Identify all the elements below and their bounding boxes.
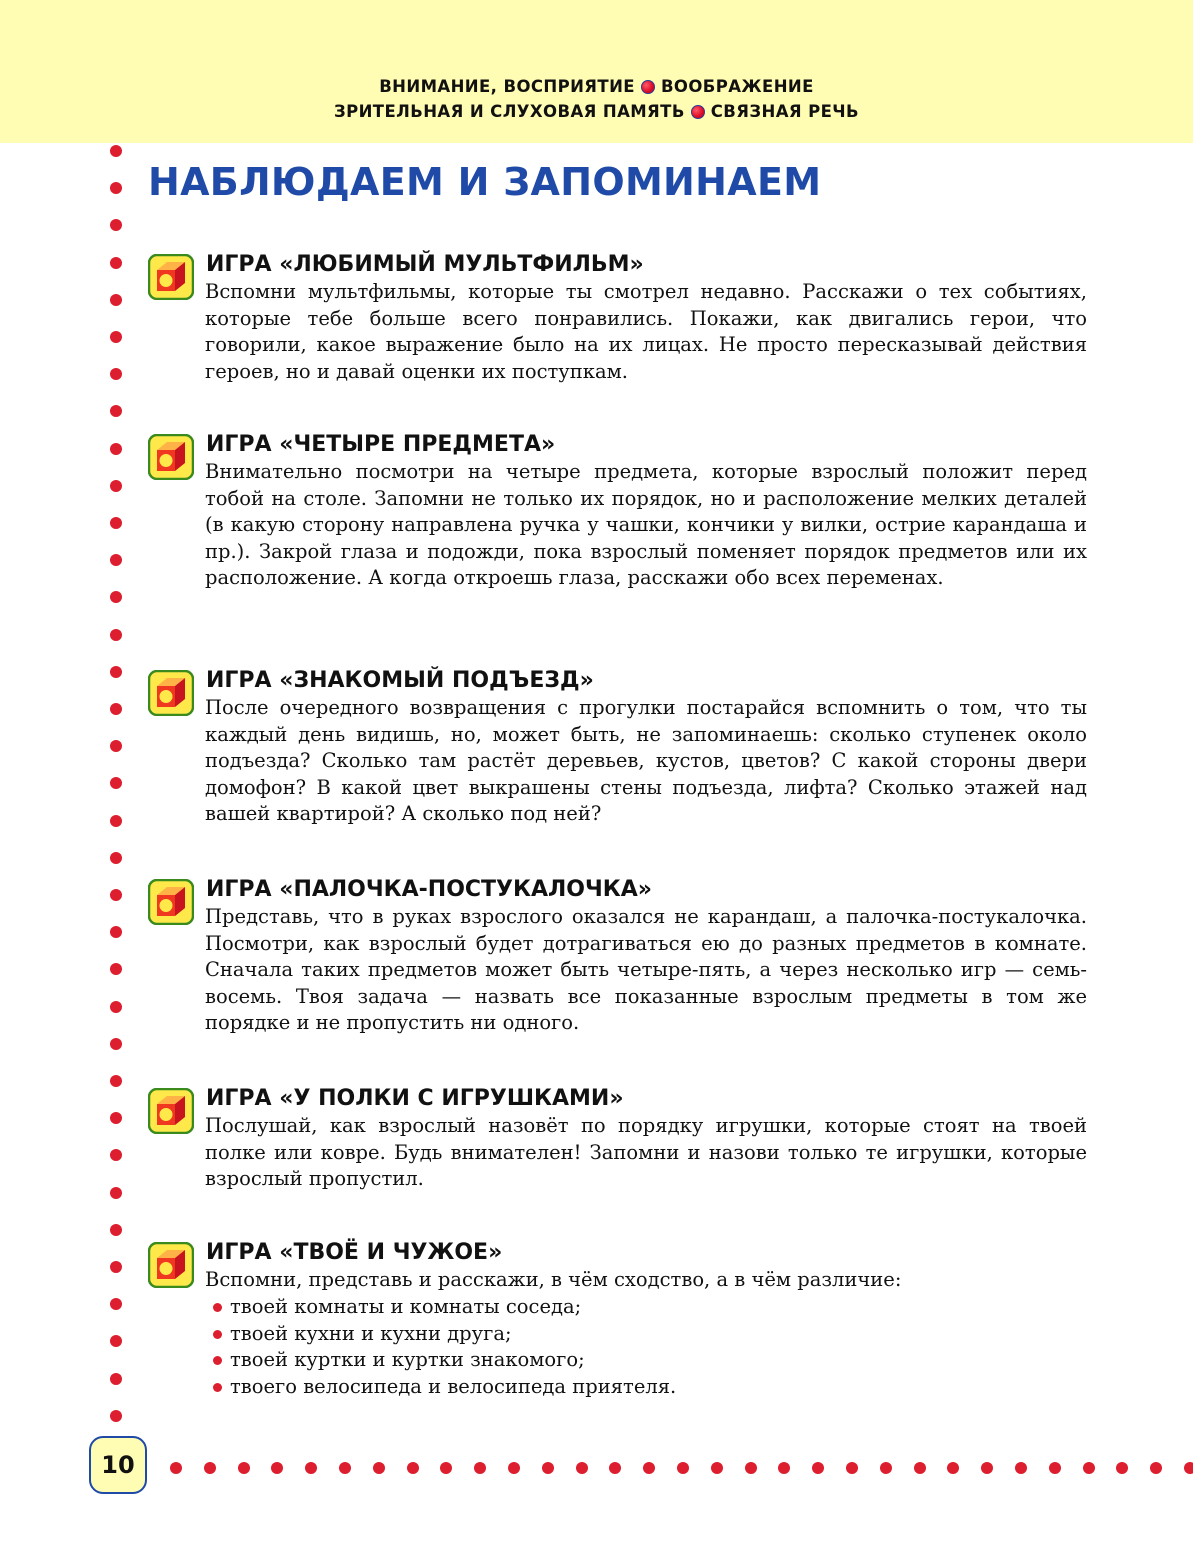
decorative-dot [1150,1462,1162,1474]
decorative-dot [677,1462,689,1474]
cube-icon [148,670,194,716]
decorative-dot [1015,1462,1027,1474]
game-title: ИГРА «ЛЮБИМЫЙ МУЛЬТФИЛЬМ» [206,252,644,277]
decorative-dot [778,1462,790,1474]
decorative-dot [110,926,122,938]
decorative-dot [110,889,122,901]
decorative-dot [110,443,122,455]
header-band [0,0,1193,143]
list-item-text: твоей комнаты и комнаты соседа; [230,1295,582,1318]
decorative-dot [407,1462,419,1474]
game-title: ИГРА «ЗНАКОМЫЙ ПОДЪЕЗД» [206,668,594,693]
decorative-dot [110,554,122,566]
decorative-dot [110,1261,122,1273]
decorative-dot [110,1373,122,1385]
header-topic: ВНИМАНИЕ, ВОСПРИЯТИЕ [379,77,635,96]
bullet-dot-icon [213,1383,222,1392]
decorative-dot [110,963,122,975]
decorative-dot [1049,1462,1061,1474]
decorative-dot [110,1298,122,1310]
decorative-dot [204,1462,216,1474]
decorative-dot [110,629,122,641]
decorative-dot [745,1462,757,1474]
decorative-dot [914,1462,926,1474]
decorative-dot [110,1224,122,1236]
decorative-dot [576,1462,588,1474]
decorative-dot [609,1462,621,1474]
decorative-dot [110,219,122,231]
bullet-dot-icon [213,1356,222,1365]
decorative-dot [542,1462,554,1474]
decorative-dot [110,145,122,157]
game-description: Внимательно посмотри на четыре предмета, которые взрослый положит перед тобой на столе. Запомни не только их порядок, но и расположение мелких деталей (в какую сторону направлена ручка у чашки, кончики у вилки, острие карандаша и пр.). Закрой глаза и подожди, пока взрослый поменяет порядок предметов или их расположение. А когда откроешь глаза, расскажи обо всех переменах. [205,460,1087,589]
game-title: ИГРА «ПАЛОЧКА-ПОСТУКАЛОЧКА» [206,877,652,902]
decorative-dot [981,1462,993,1474]
decorative-dot [110,1075,122,1087]
game-title: ИГРА «У ПОЛКИ С ИГРУШКАМИ» [206,1086,624,1111]
decorative-dot [110,815,122,827]
separator-dot-icon [691,105,705,119]
decorative-dot [110,666,122,678]
decorative-dot [110,257,122,269]
decorative-dot [305,1462,317,1474]
header-topic: ЗРИТЕЛЬНАЯ И СЛУХОВАЯ ПАМЯТЬ [333,102,685,121]
decorative-dot [271,1462,283,1474]
bullet-dot-icon [213,1330,222,1339]
decorative-dot [110,852,122,864]
decorative-dot [110,480,122,492]
decorative-dot [110,1149,122,1161]
list-item-text: твоей кухни и кухни друга; [230,1321,512,1345]
list-item [212,1294,676,1321]
decorative-dot [110,740,122,752]
decorative-dot [110,517,122,529]
page-title: НАБЛЮДАЕМ И ЗАПОМИНАЕМ [148,160,822,204]
list-item [212,1347,676,1374]
game-description: Вспомни, представь и расскажи, в чём сходство, а в чём различие: [205,1268,902,1291]
decorative-dot [812,1462,824,1474]
page-number: 10 [89,1436,147,1494]
cube-icon [148,434,194,480]
header-topics-line-2 [0,102,1193,121]
game-description: Представь, что в руках взрослого оказался не карандаш, а палочка-постукалочка. Посмотри, как взрослый будет дотрагиваться ею до разных предметов в комнате. Сначала таких предметов может быть четыре-пять, а через несколько игр — семь-восемь. Твоя задача — назвать все показанные взрослым предметы в том же порядке и не пропустить ни одного. [205,905,1087,1034]
list-item [212,1321,676,1348]
decorative-dot [339,1462,351,1474]
decorative-dot [1083,1462,1095,1474]
decorative-dot [440,1462,452,1474]
cube-icon [148,254,194,300]
game-description: После очередного возвращения с прогулки постарайся вспомнить о том, что ты каждый день видишь, но, может быть, не запоминаешь: сколько ступенек около подъезда? Сколько там растёт деревьев, кустов, цветов? С какой стороны двери домофон? В какой цвет выкрашены стены подъезда, лифта? Сколько этажей над вашей квартирой? А сколько под ней? [205,696,1087,825]
game-title: ИГРА «ТВОЁ И ЧУЖОЕ» [206,1240,503,1265]
decorative-dot [1116,1462,1128,1474]
decorative-dot [110,331,122,343]
decorative-dot [846,1462,858,1474]
game-description: Послушай, как взрослый назовёт по порядку игрушки, которые стоят на твоей полке или ковре. Будь внимателен! Запомни и назови только те игрушки, которые взрослый пропустил. [205,1114,1087,1190]
cube-icon [148,879,194,925]
decorative-dot [947,1462,959,1474]
decorative-dot [1184,1462,1193,1474]
decorative-dot [880,1462,892,1474]
list-item-text: твоего велосипеда и велосипеда приятеля. [230,1374,677,1398]
cube-icon [148,1088,194,1134]
decorative-dot [238,1462,250,1474]
cube-icon [148,1242,194,1288]
decorative-dot [110,703,122,715]
separator-dot-icon [641,80,655,94]
decorative-dot [474,1462,486,1474]
list-item [212,1374,676,1401]
decorative-dot [110,1187,122,1199]
decorative-dot [110,368,122,380]
decorative-dot [110,1410,122,1422]
decorative-dot [110,1001,122,1013]
decorative-dot [110,294,122,306]
game-title: ИГРА «ЧЕТЫРЕ ПРЕДМЕТА» [206,432,556,457]
decorative-dot [110,1335,122,1347]
decorative-dot [110,591,122,603]
bullet-dot-icon [213,1303,222,1312]
decorative-dot [643,1462,655,1474]
decorative-dot [110,405,122,417]
decorative-dot [170,1462,182,1474]
decorative-dot [110,1112,122,1124]
header-topic: СВЯЗНАЯ РЕЧЬ [710,102,860,121]
list-item-text: твоей куртки и куртки знакомого; [230,1348,585,1371]
game-description: Вспомни мультфильмы, которые ты смотрел недавно. Расскажи о тех событиях, которые тебе больше всего понравились. Покажи, как двигались герои, что говорили, какое выражение было на их лицах. Не просто пересказывай действия героев, но и давай оценки их поступкам. [205,280,1087,383]
decorative-dot [508,1462,520,1474]
decorative-dot [110,777,122,789]
decorative-dot [373,1462,385,1474]
decorative-dot [110,1038,122,1050]
comparison-list [212,1294,676,1400]
header-topics-line-1 [0,77,1193,96]
decorative-dot [711,1462,723,1474]
header-topic: ВООБРАЖЕНИЕ [660,77,814,96]
decorative-dot [110,182,122,194]
